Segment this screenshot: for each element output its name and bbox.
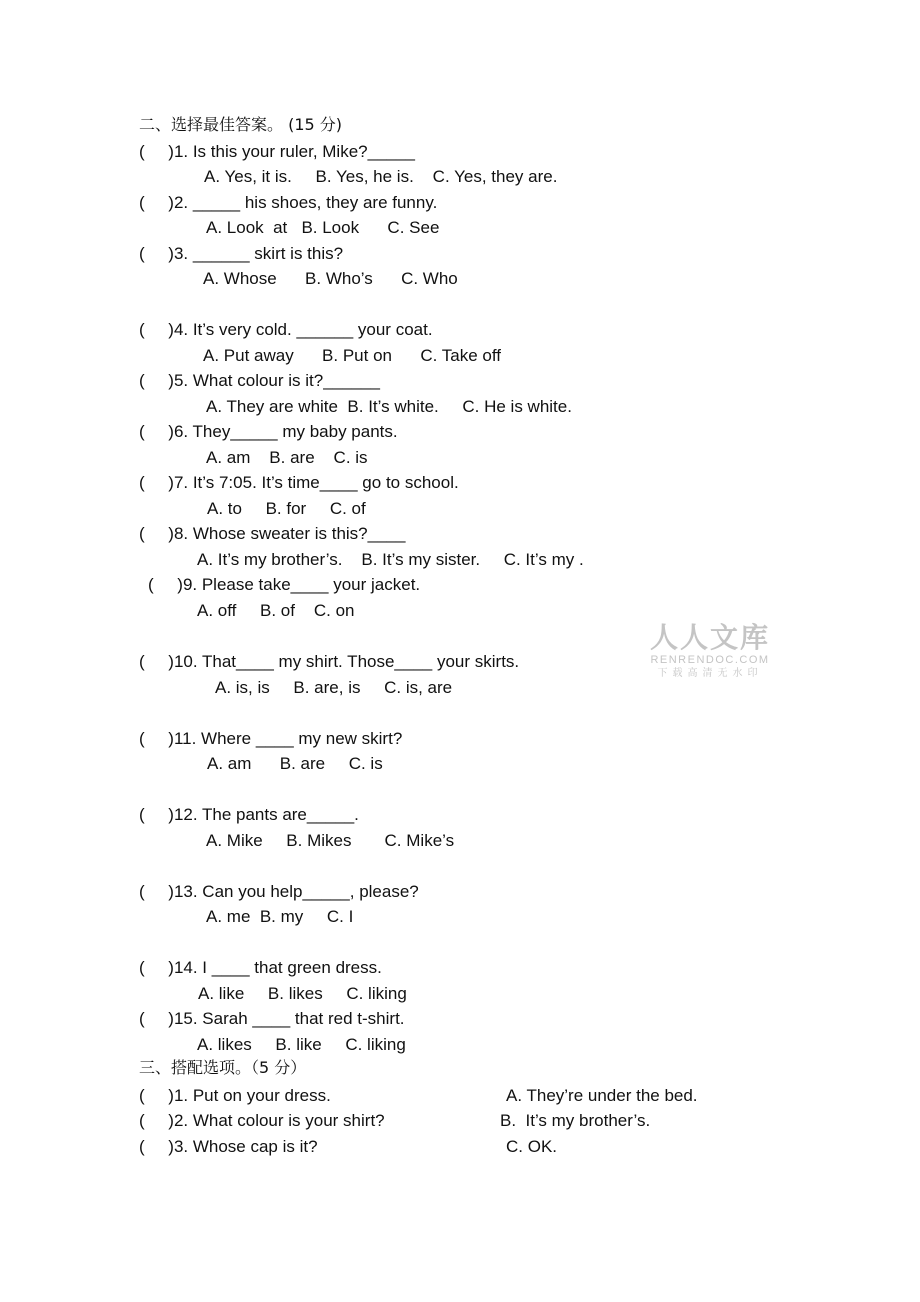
- question-15: ( )15. Sarah ____ that red t-shirt.: [139, 1009, 405, 1028]
- question-13-options: A. me B. my C. I: [206, 907, 354, 926]
- question-4-options: A. Put away B. Put on C. Take off: [203, 346, 501, 365]
- question-11: ( )11. Where ____ my new skirt?: [139, 729, 403, 748]
- question-12-options: A. Mike B. Mikes C. Mike’s: [206, 831, 455, 850]
- question-8: ( )8. Whose sweater is this?____: [139, 524, 406, 543]
- watermark-logo: [648, 622, 772, 681]
- question-14: ( )14. I ____ that green dress.: [139, 958, 382, 977]
- question-7-options: A. to B. for C. of: [207, 499, 366, 518]
- question-11-options: A. am B. are C. is: [207, 754, 383, 773]
- question-8-options: A. It’s my brother’s. B. It’s my sister. C. It’s my .: [197, 550, 584, 569]
- question-14-options: A. like B. likes C. liking: [198, 984, 407, 1003]
- question-3: ( )3. ______ skirt is this?: [139, 244, 344, 263]
- question-5: ( )5. What colour is it?______: [139, 371, 380, 390]
- watermark-title: 人人文库: [649, 621, 770, 654]
- question-4: ( )4. It’s very cold. ______ your coat.: [139, 320, 433, 339]
- match-answer-b: B. It’s my brother’s.: [500, 1111, 651, 1130]
- question-9-options: A. off B. of C. on: [197, 601, 355, 620]
- question-12: ( )12. The pants are_____.: [139, 805, 359, 824]
- watermark-url: RENRENDOC.COM: [650, 654, 770, 666]
- question-3-options: A. Whose B. Who’s C. Who: [203, 269, 458, 288]
- question-10: ( )10. That____ my shirt. Those____ your skirts.: [139, 652, 520, 671]
- question-1: ( )1. Is this your ruler, Mike?_____: [139, 142, 415, 161]
- section3-heading: 三、搭配选项。（5 分）: [139, 1058, 307, 1077]
- match-answer-c: C. OK.: [506, 1137, 558, 1156]
- question-6-options: A. am B. are C. is: [206, 448, 368, 467]
- question-2-options: A. Look at B. Look C. See: [206, 218, 440, 237]
- question-9: ( )9. Please take____ your jacket.: [148, 575, 421, 594]
- watermark-subtitle: 下载高清无水印: [657, 668, 763, 679]
- question-10-options: A. is, is B. are, is C. is, are: [215, 678, 453, 697]
- match-answer-a: A. They’re under the bed.: [506, 1086, 698, 1105]
- question-6: ( )6. They_____ my baby pants.: [139, 422, 398, 441]
- match-question-2: ( )2. What colour is your shirt?: [139, 1111, 385, 1130]
- question-2: ( )2. _____ his shoes, they are funny.: [139, 193, 438, 212]
- question-13: ( )13. Can you help_____, please?: [139, 882, 419, 901]
- section2-heading: 二、选择最佳答案。 (15 分): [139, 115, 343, 134]
- match-question-3: ( )3. Whose cap is it?: [139, 1137, 318, 1156]
- match-question-1: ( )1. Put on your dress.: [139, 1086, 331, 1105]
- question-15-options: A. likes B. like C. liking: [197, 1035, 406, 1054]
- question-7: ( )7. It’s 7:05. It’s time____ go to school.: [139, 473, 459, 492]
- question-1-options: A. Yes, it is. B. Yes, he is. C. Yes, they are.: [204, 167, 558, 186]
- question-5-options: A. They are white B. It’s white. C. He is white.: [206, 397, 572, 416]
